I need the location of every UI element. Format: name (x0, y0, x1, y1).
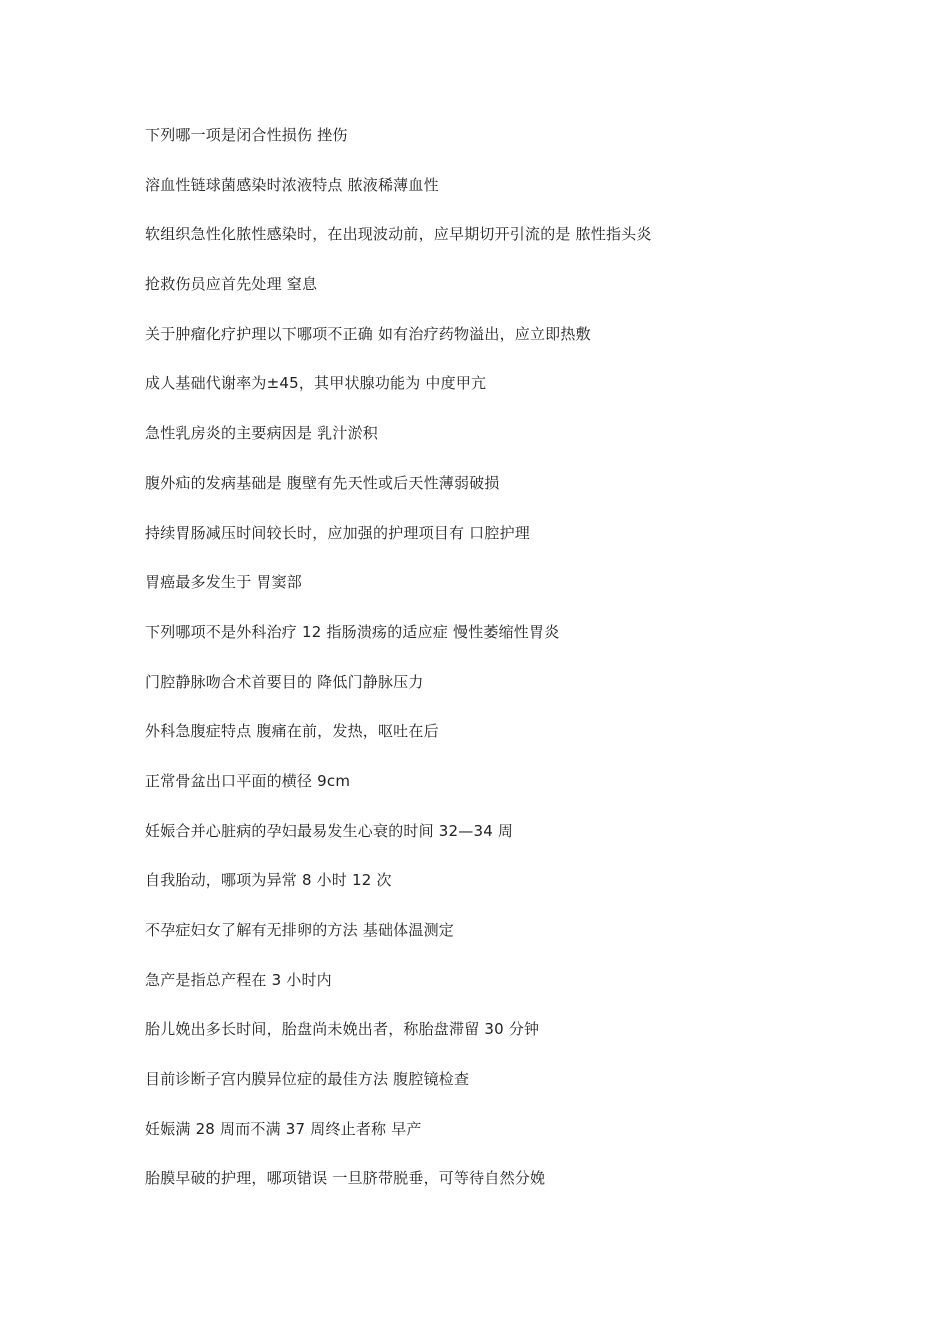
qa-line: 急性乳房炎的主要病因是 乳汁淤积 (145, 424, 378, 443)
qa-line: 正常骨盆出口平面的横径 9cm (145, 771, 351, 790)
qa-line: 溶血性链球菌感染时浓液特点 脓液稀薄血性 (145, 175, 439, 194)
qa-line: 门腔静脉吻合术首要目的 降低门静脉压力 (145, 672, 424, 691)
qa-line: 胃癌最多发生于 胃窦部 (145, 573, 302, 592)
qa-line: 下列哪项不是外科治疗 12 指肠溃疡的适应症 慢性萎缩性胃炎 (145, 622, 560, 641)
qa-line: 下列哪一项是闭合性损伤 挫伤 (145, 126, 348, 144)
qa-line: 自我胎动，哪项为异常 8 小时 12 次 (145, 871, 392, 890)
qa-line: 持续胃肠减压时间较长时，应加强的护理项目有 口腔护理 (145, 523, 530, 542)
qa-line: 腹外疝的发病基础是 腹壁有先天性或后天性薄弱破损 (145, 473, 500, 492)
qa-line: 软组织急性化脓性感染时，在出现波动前，应早期切开引流的是 脓性指头炎 (145, 225, 652, 244)
qa-line: 妊娠合并心脏病的孕妇最易发生心衰的时间 32—34 周 (145, 821, 514, 840)
qa-line: 关于肿瘤化疗护理以下哪项不正确 如有治疗药物溢出，应立即热敷 (145, 324, 591, 343)
qa-line: 胎膜早破的护理，哪项错误 一旦脐带脱垂，可等待自然分娩 (145, 1169, 546, 1188)
qa-line: 目前诊断子宫内膜异位症的最佳方法 腹腔镜检查 (145, 1070, 470, 1089)
qa-line: 成人基础代谢率为±45，其甲状腺功能为 中度甲亢 (145, 374, 487, 393)
qa-line: 急产是指总产程在 3 小时内 (145, 970, 332, 989)
qa-list (145, 124, 905, 1217)
qa-line: 抢救伤员应首先处理 窒息 (145, 275, 318, 294)
qa-line: 不孕症妇女了解有无排卵的方法 基础体温测定 (145, 921, 454, 939)
qa-line: 外科急腹症特点 腹痛在前，发热，呕吐在后 (145, 722, 439, 741)
qa-line: 胎儿娩出多长时间，胎盘尚未娩出者，称胎盘滞留 30 分钟 (145, 1020, 540, 1039)
qa-line: 妊娠满 28 周而不满 37 周终止者称 早产 (145, 1119, 422, 1138)
